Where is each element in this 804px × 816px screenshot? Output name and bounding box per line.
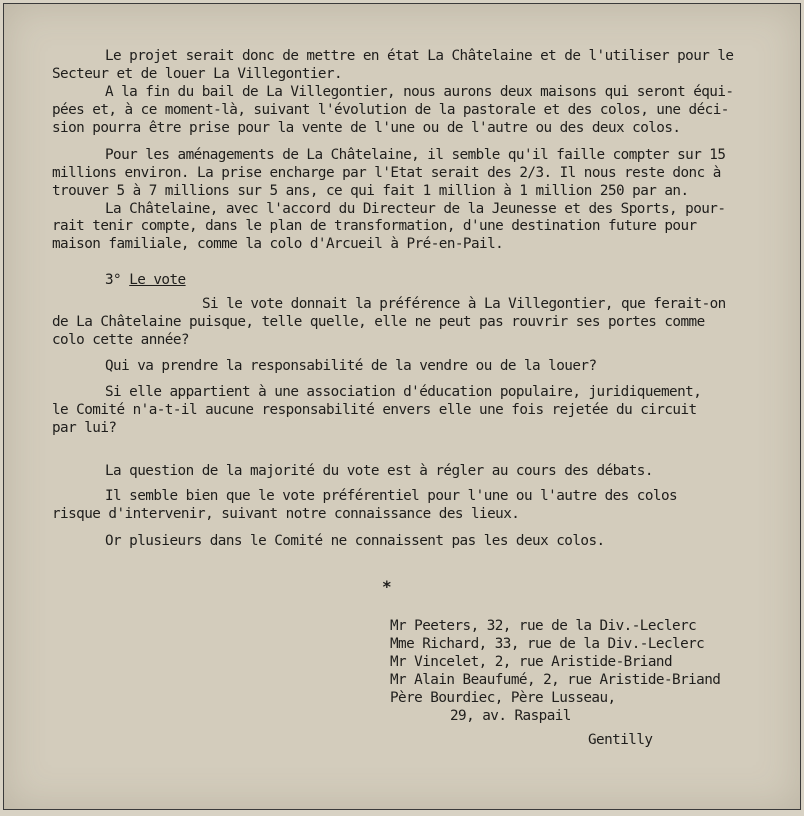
paragraph-5-line-3: colo cette année? [52,332,189,348]
paragraph-4-line-1: La Châtelaine, avec l'accord du Directeur de la Jeunesse et des Sports, pour- [105,201,726,217]
paragraph-4-line-3: maison familiale, comme la colo d'Arcueil à Pré-en-Pail. [52,236,504,252]
section-number: 3° [105,272,122,288]
paragraph-1-line-1: Le projet serait donc de mettre en état La Châtelaine et de l'utiliser pour le [105,48,734,64]
signatory-line-1: Mr Peeters, 32, rue de la Div.-Leclerc [390,618,697,634]
paragraph-8-line-1: La question de la majorité du vote est à régler au cours des débats. [105,463,653,479]
typewritten-page [3,3,801,810]
section-heading [105,272,186,289]
paragraph-4-line-2: rait tenir compte, dans le plan de transformation, d'une destination future pour [52,218,697,234]
paragraph-2-line-1: A la fin du bail de La Villegontier, nous aurons deux maisons qui seront équi- [105,84,734,100]
paragraph-9-line-1: Il semble bien que le vote préférentiel pour l'une ou l'autre des colos [105,488,678,504]
signatory-line-4: Mr Alain Beaufumé, 2, rue Aristide-Briand [390,672,721,688]
place-name: Gentilly [588,732,653,748]
separator-asterisk: * [382,577,392,596]
paragraph-7-line-2: le Comité n'a-t-il aucune responsabilité envers elle une fois rejetée du circuit [52,402,697,418]
signatory-line-5: Père Bourdiec, Père Lusseau, [390,690,616,706]
paragraph-2-line-3: sion pourra être prise pour la vente de l'une ou de l'autre ou des deux colos. [52,120,681,136]
paragraph-3-line-1: Pour les aménagements de La Châtelaine, il semble qu'il faille compter sur 15 [105,147,726,163]
paragraph-1-line-2: Secteur et de louer La Villegontier. [52,66,343,82]
paragraph-6-line-1: Qui va prendre la responsabilité de la vendre ou de la louer? [105,358,597,374]
section-title: Le vote [129,272,186,288]
paragraph-7-line-1: Si elle appartient à une association d'éducation populaire, juridiquement, [105,384,702,400]
signatory-line-6: 29, av. Raspail [450,708,571,724]
signatory-line-3: Mr Vincelet, 2, rue Aristide-Briand [390,654,673,670]
paragraph-3-line-3: trouver 5 à 7 millions sur 5 ans, ce qui fait 1 million à 1 million 250 par an. [52,183,689,199]
paragraph-9-line-2: risque d'intervenir, suivant notre connaissance des lieux. [52,506,520,522]
paragraph-2-line-2: pées et, à ce moment-là, suivant l'évolution de la pastorale et des colos, une déci- [52,102,729,118]
paragraph-5-line-1: Si le vote donnait la préférence à La Villegontier, que ferait-on [202,296,726,312]
signatory-line-2: Mme Richard, 33, rue de la Div.-Leclerc [390,636,705,652]
paragraph-10-line-1: Or plusieurs dans le Comité ne connaissent pas les deux colos. [105,533,605,549]
paragraph-3-line-2: millions environ. La prise encharge par l'Etat serait des 2/3. Il nous reste donc à [52,165,721,181]
paragraph-5-line-2: de La Châtelaine puisque, telle quelle, elle ne peut pas rouvrir ses portes comme [52,314,705,330]
paragraph-7-line-3: par lui? [52,420,117,436]
